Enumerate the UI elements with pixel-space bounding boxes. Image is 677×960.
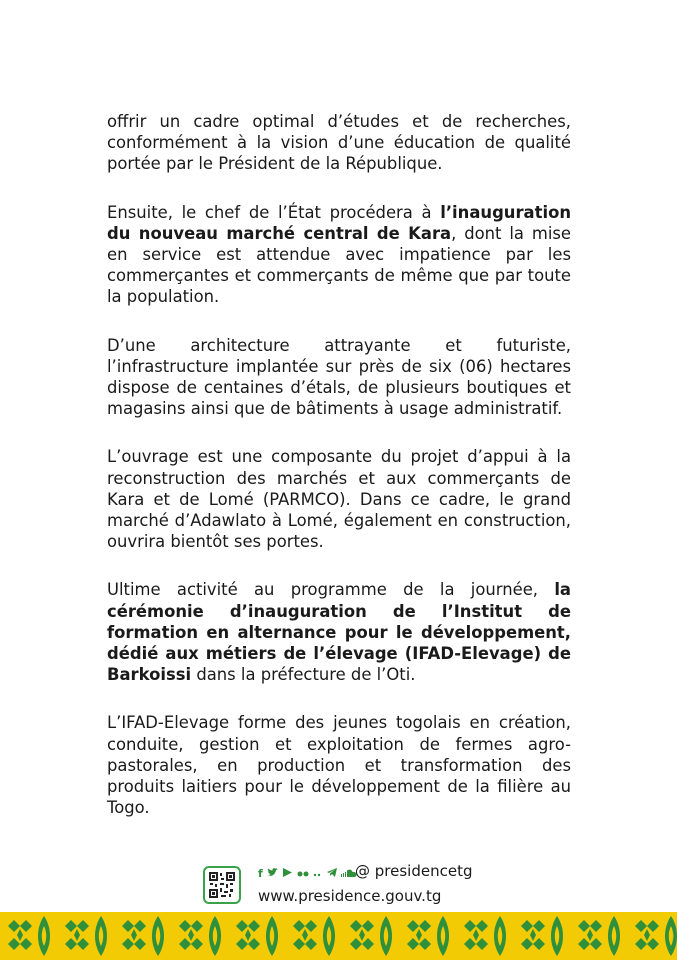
text: Ensuite, le chef de l’État procédera à (107, 202, 441, 222)
bold-text: l’inauguration du nouveau marché central de Kara (107, 202, 571, 243)
band-motif (407, 916, 449, 956)
band-motif (122, 916, 164, 956)
twitter-icon[interactable] (267, 867, 278, 880)
decorative-band (0, 912, 677, 960)
text: , dont la mise en service est attendue avec impatience par les commerçantes et commerçants de même que par toute la population. (107, 223, 571, 307)
youtube-icon[interactable] (282, 867, 293, 880)
band-motif (350, 916, 392, 956)
flickr-icon[interactable] (297, 867, 309, 880)
band-motif (65, 916, 107, 956)
footer (203, 862, 503, 912)
band-motif (635, 916, 677, 956)
text: L’IFAD-Elevage forme des jeunes togolais en création, conduite, gestion et exploitation de fermes agro-pastorales, en production et transformation des produits laitiers pour le développement de la filière au Togo. (107, 713, 571, 818)
text: offrir un cadre optimal d’études et de recherches, conformément à la vision d’une éducation de qualité portée par le Président de la République. (107, 112, 571, 174)
paragraph (107, 446, 571, 552)
band-motif (236, 916, 278, 956)
band-motif (521, 916, 563, 956)
more-icon[interactable] (313, 867, 323, 880)
paragraph (107, 712, 571, 818)
paragraph (107, 335, 571, 420)
text: dans la préfecture de l’Oti. (191, 665, 416, 685)
text: D’une architecture attrayante et futuriste, l’infrastructure implantée sur près de six (06) hectares dispose de centaines d’étals, de plusieurs boutiques et magasins ainsi que de bâtiments à usage administratif. (107, 335, 571, 419)
bold-text: la cérémonie d’inauguration de l’Institut de formation en alternance pour le développement, dédié aux métiers de l’élevage (IFAD-Elevage) de Barkoissi (107, 580, 571, 685)
qr-code-icon (203, 866, 241, 904)
social-handle[interactable]: @ presidencetg (355, 862, 473, 880)
facebook-icon[interactable]: f (258, 866, 263, 880)
article-body (107, 111, 571, 845)
social-icons (258, 864, 357, 882)
text: L’ouvrage est une composante du projet d’appui à la reconstruction des marchés et aux commerçants de Kara et de Lomé (PARMCO). Dans ce cadre, le grand marché d’Adawlato à Lomé, également en construction, ouvrira bientôt ses portes. (107, 447, 571, 552)
band-motif (179, 916, 221, 956)
paragraph (107, 202, 571, 308)
band-motif (293, 916, 335, 956)
band-motif (464, 916, 506, 956)
band-motif (8, 916, 50, 956)
website-link[interactable]: www.presidence.gouv.tg (258, 887, 442, 905)
text: Ultime activité au programme de la journée, (107, 580, 555, 600)
paragraph (107, 111, 571, 175)
telegram-icon[interactable] (327, 867, 337, 880)
paragraph (107, 579, 571, 685)
band-pattern (0, 912, 677, 960)
band-motif (578, 916, 620, 956)
